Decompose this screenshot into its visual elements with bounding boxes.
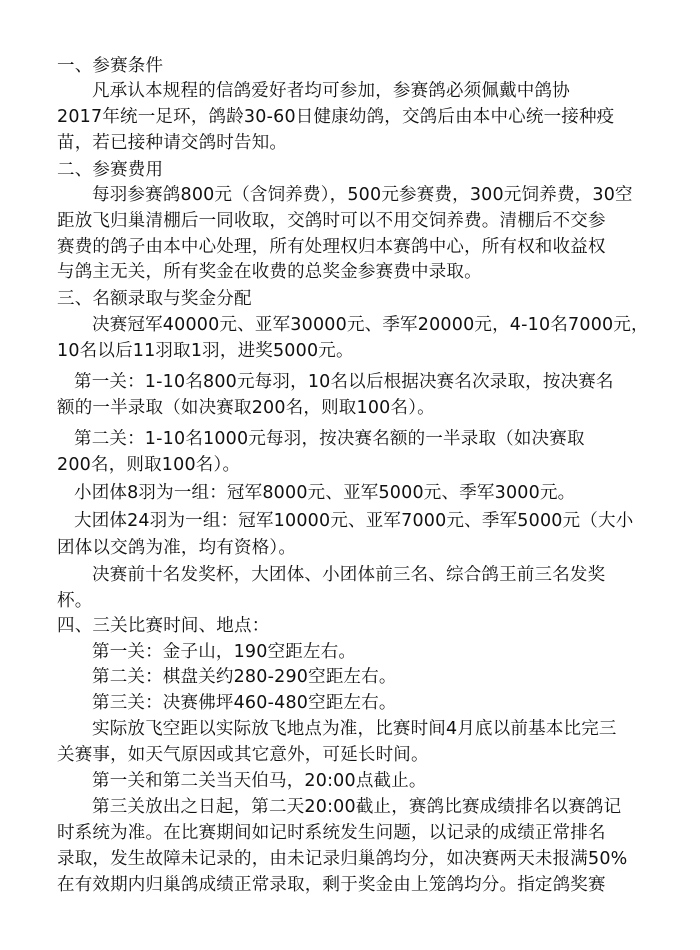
paragraph-line: 苗，若已接种请交鸽时告知。 (57, 133, 288, 153)
paragraph-line: 关赛事，如天气原因或其它意外，可延长时间。 (57, 745, 429, 765)
paragraph-line: 第一关：1-10名800元每羽，10名以后根据决赛名次录取，按决赛名 (74, 372, 614, 392)
paragraph-line: 10名以后11羽取1羽，进奖5000元。 (57, 341, 354, 361)
paragraph-line: 凡承认本规程的信鸽爱好者均可参加，参赛鸽必须佩戴中鸽协 (92, 81, 570, 101)
paragraph-line: 200名，则取100名）。 (57, 455, 241, 475)
paragraph-line: 第一关和第二关当天伯马，20:00点截止。 (92, 771, 427, 791)
section-heading-1: 一、参赛条件 (57, 56, 164, 76)
section-heading-3: 三、名额录取与奖金分配 (57, 289, 252, 309)
paragraph-line: 赛费的鸽子由本中心处理，所有处理权归本赛鸽中心，所有权和收益权 (57, 237, 606, 257)
paragraph-line: 第一关：金子山，190空距左右。 (92, 642, 357, 662)
paragraph-line: 与鸽主无关，所有奖金在收费的总奖金参赛费中录取。 (57, 262, 482, 282)
paragraph-line: 时系统为准。在比赛期间如记时系统发生问题，以记录的成绩正常排名 (57, 823, 606, 843)
paragraph-line: 每羽参赛鸽800元（含饲养费），500元参赛费，300元饲养费，30空 (92, 185, 633, 205)
paragraph-line: 团体以交鸽为准，均有资格）。 (57, 538, 297, 558)
paragraph-line: 小团体8羽为一组：冠军8000元、亚军5000元、季军3000元。 (74, 483, 576, 503)
paragraph-line: 第二关：棋盘关约280-290空距左右。 (92, 667, 397, 687)
paragraph-line: 大团体24羽为一组：冠军10000元、亚军7000元、季军5000元（大小 (74, 511, 634, 531)
paragraph-line: 决赛前十名发奖杯，大团体、小团体前三名、综合鸽王前三名发奖 (92, 565, 606, 585)
paragraph-line: 实际放飞空距以实际放飞地点为准，比赛时间4月底以前基本比完三 (92, 719, 617, 739)
paragraph-line: 第三关：决赛佛坪460-480空距左右。 (92, 693, 397, 713)
paragraph-line: 2017年统一足环，鸽龄30-60日健康幼鸽，交鸽后由本中心统一接种疫 (57, 107, 615, 127)
paragraph-line: 决赛冠军40000元、亚军30000元、季军20000元，4-10名7000元， (92, 315, 649, 335)
section-heading-4: 四、三关比赛时间、地点： (57, 616, 270, 636)
paragraph-line: 第三关放出之日起，第二天20:00截止，赛鸽比赛成绩排名以赛鸽记 (92, 797, 622, 817)
paragraph-line: 在有效期内归巢鸽成绩正常录取，剩于奖金由上笼鸽均分。指定鸽奖赛 (57, 875, 606, 895)
paragraph-line: 杯。 (57, 591, 93, 611)
paragraph-line: 第二关：1-10名1000元每羽，按决赛名额的一半录取（如决赛取 (74, 429, 585, 449)
paragraph-line: 距放飞归巢清棚后一同收取，交鸽时可以不用交饲养费。清棚后不交参 (57, 211, 606, 231)
paragraph-line: 额的一半录取（如决赛取200名，则取100名）。 (57, 398, 435, 418)
section-heading-2: 二、参赛费用 (57, 160, 164, 180)
paragraph-line: 录取，发生故障未记录的，由未记录归巢鸽均分，如决赛两天未报满50% (57, 849, 628, 869)
